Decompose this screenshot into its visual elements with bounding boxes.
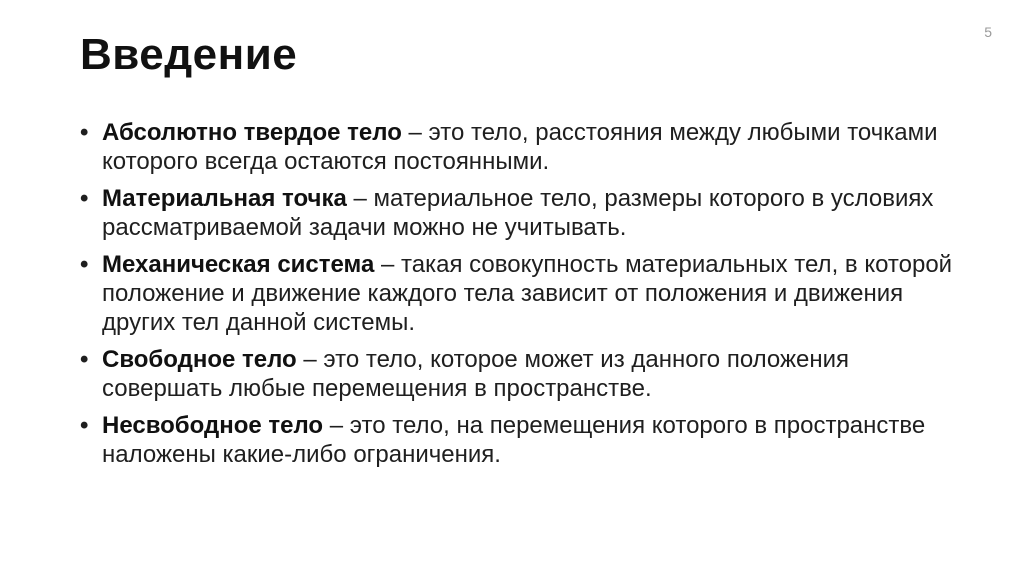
list-item xyxy=(80,345,960,403)
slide-title: Введение xyxy=(80,30,298,79)
definition-list xyxy=(80,118,960,477)
bullet: • xyxy=(80,346,89,373)
definition-text: – такая совокупность материальных тел, в которой положение и движение каждого тела зависит от положения и движения других тел данной системы. xyxy=(102,251,953,336)
list-item xyxy=(80,184,960,242)
list-item xyxy=(80,411,960,469)
definition-text: – это тело, на перемещения которого в пространстве наложены какие-либо ограничения. xyxy=(102,412,926,468)
page-number: 5 xyxy=(984,24,992,40)
bullet: • xyxy=(80,119,89,146)
list-item xyxy=(80,250,960,337)
definition-text: – это тело, расстояния между любыми точками которого всегда остаются постоянными. xyxy=(102,119,938,175)
definition-term: Свободное тело xyxy=(102,346,297,373)
list-item xyxy=(80,118,960,176)
definition-text: – материальное тело, размеры которого в условиях рассматриваемой задачи можно не учитывать. xyxy=(102,185,934,241)
definition-text: – это тело, которое может из данного положения совершать любые перемещения в пространстве. xyxy=(102,346,850,402)
definition-term: Несвободное тело xyxy=(102,412,324,439)
definition-term: Абсолютно твердое тело xyxy=(102,119,402,146)
definition-term: Механическая система xyxy=(102,251,375,278)
definition-term: Материальная точка xyxy=(102,185,347,212)
bullet: • xyxy=(80,412,89,439)
bullet: • xyxy=(80,251,89,278)
bullet: • xyxy=(80,185,89,212)
